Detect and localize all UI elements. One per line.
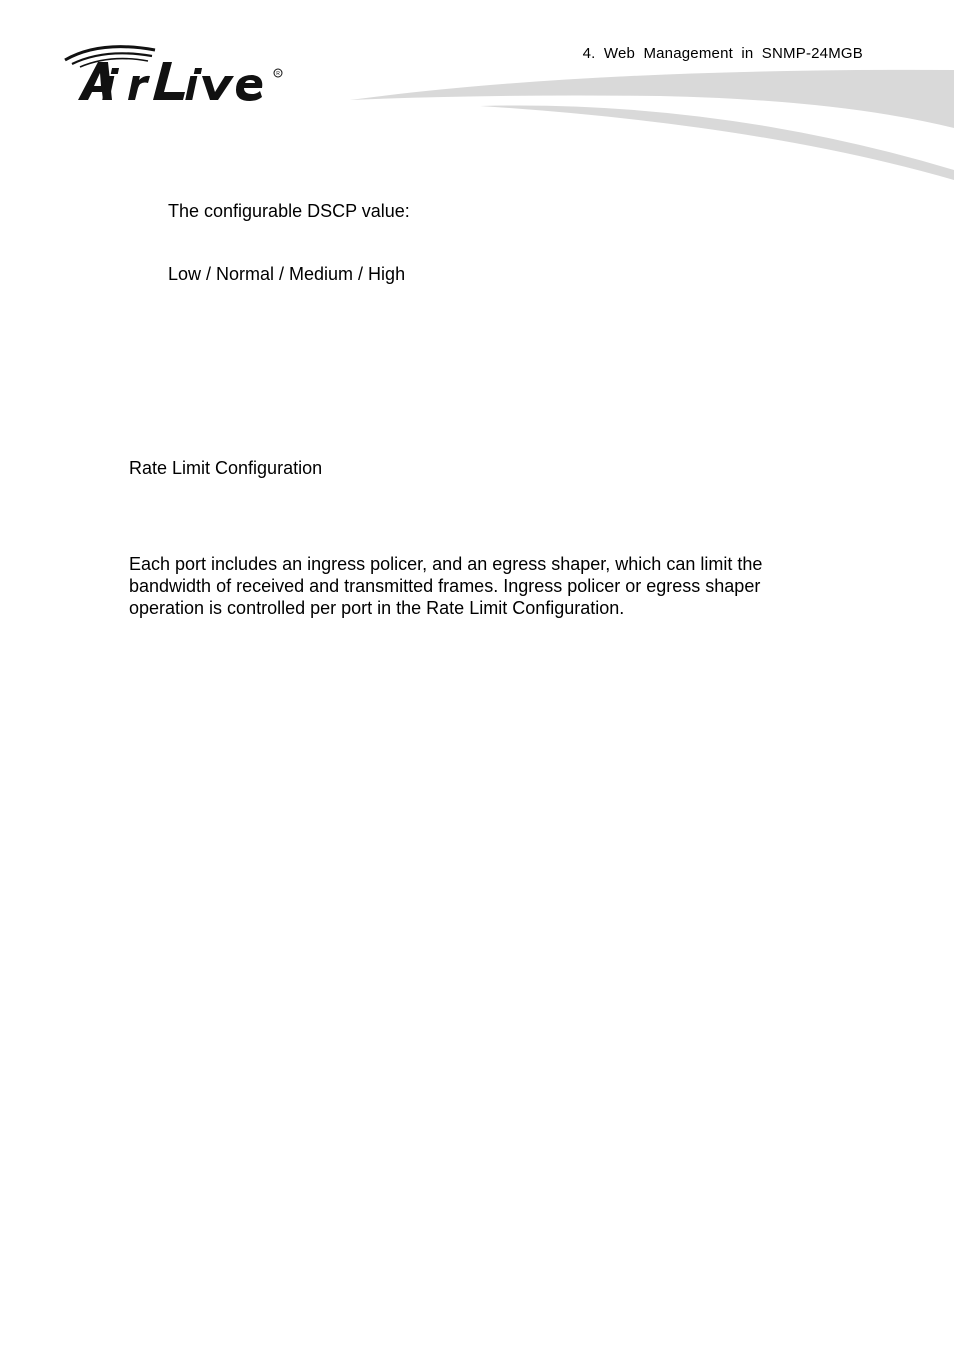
logo-letter-l [153,62,185,100]
paragraph-line: bandwidth of received and transmitted frames. Ingress policer or egress shaper [129,576,761,596]
logo-letter-r [128,76,150,100]
dscp-values: Low / Normal / Medium / High [168,264,406,284]
chapter-header: 4. Web Management in SNMP-24MGB [582,45,863,62]
dscp-label: The configurable DSCP value: [168,201,410,221]
section-heading: Rate Limit Configuration [129,458,323,478]
svg-text:R: R [276,71,280,77]
header-swoosh-decoration [340,60,954,180]
logo-letter-e [236,75,262,101]
paragraph-line: operation is controlled per port in the Rate Limit Configuration. [129,598,625,618]
logo-letter-i2 [185,76,197,100]
logo-letter-v [202,76,234,100]
paragraph-line: Each port includes an ingress policer, and an egress shaper, which can limit the [129,554,763,574]
body-paragraph [129,553,829,619]
logo-orbit-innermost [80,59,148,67]
airlive-logo [60,40,290,110]
